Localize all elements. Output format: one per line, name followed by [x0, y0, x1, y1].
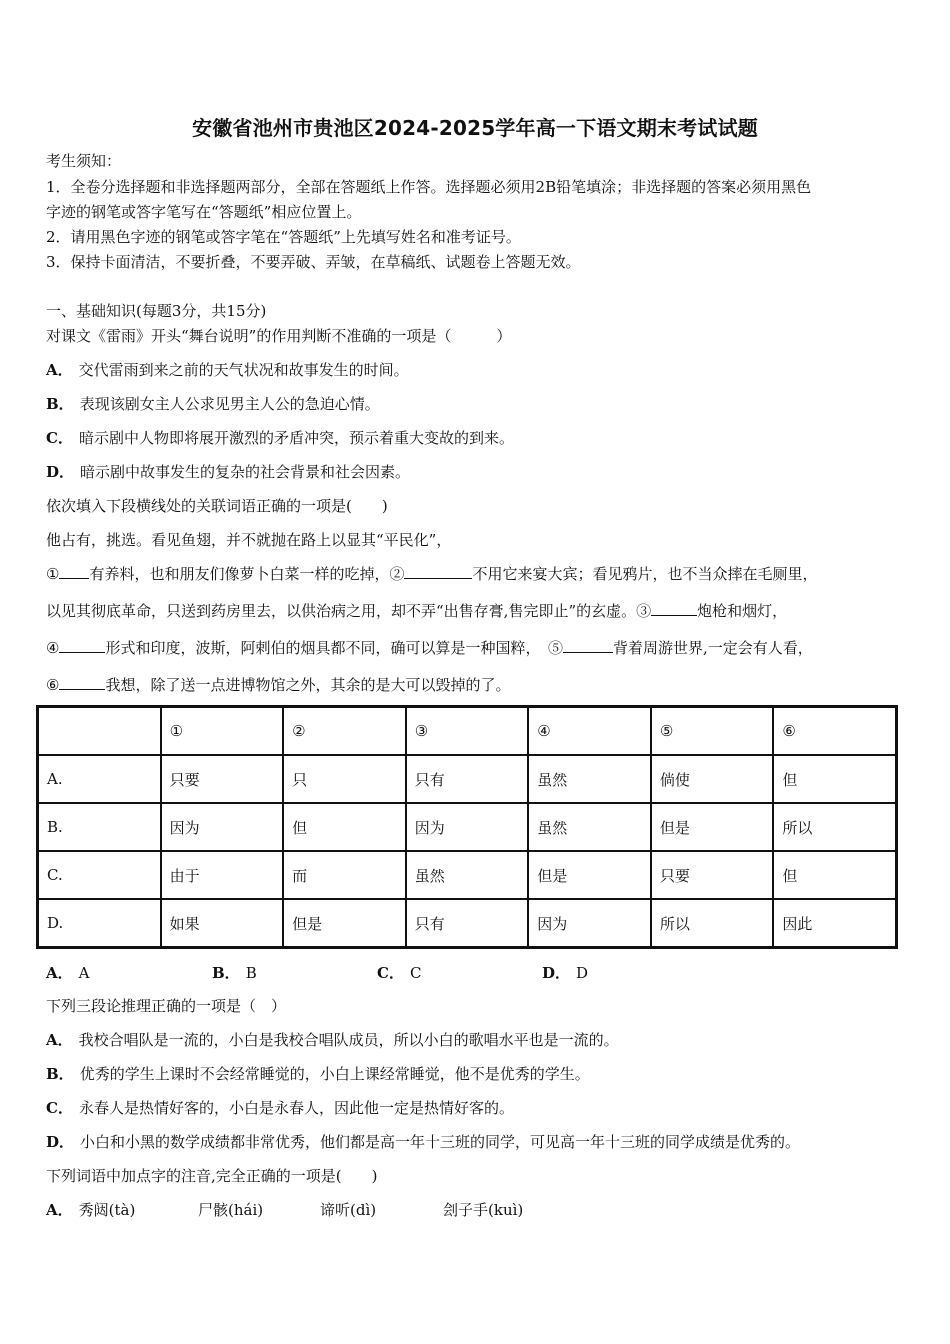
option-text: 交代雷雨到来之前的天气状况和故事发生的时间。 [78, 361, 409, 379]
passage-text: 我想，除了送一点进博物馆之外，其余的是大可以毁掉的了。 [105, 676, 511, 694]
blank-line [59, 675, 105, 690]
blank-line [59, 564, 89, 579]
answer-choice-b [212, 962, 257, 983]
option-label: C． [377, 964, 404, 982]
question-1-option-b [46, 394, 380, 414]
table-cell: 只要 [651, 851, 774, 899]
table-row [38, 755, 897, 803]
question-3-option-d [46, 1132, 800, 1152]
table-cell: 虽然 [528, 803, 651, 851]
table-cell: 所以 [651, 899, 774, 948]
blank-marker: ⑥ [46, 676, 60, 694]
question-1-option-a [46, 360, 409, 380]
option-text: C [409, 964, 422, 982]
passage-line-3 [46, 601, 787, 621]
pinyin-item: 秀闼(tà) [78, 1201, 136, 1219]
option-label: A． [46, 964, 73, 982]
option-text: 暗示剧中人物即将展开激烈的矛盾冲突，预示着重大变故的到来。 [78, 429, 514, 447]
notice-item-1: 1．全卷分选择题和非选择题两部分，全部在答题纸上作答。选择题必须用2B铅笔填涂；非选择题的答案必须用黑色 [46, 178, 812, 196]
table-cell: 而 [283, 851, 406, 899]
blank-line [651, 601, 697, 616]
option-text: 优秀的学生上课时不会经常睡觉的，小白上课经常睡觉，他不是优秀的学生。 [79, 1065, 590, 1083]
option-text: 表现该剧女主人公求见男主人公的急迫心情。 [79, 395, 380, 413]
question-1-stem: 对课文《雷雨》开头“舞台说明”的作用判断不准确的一项是（ ） [46, 327, 512, 345]
table-header-row [38, 707, 897, 756]
question-3-option-b [46, 1064, 590, 1084]
table-cell: 但是 [651, 803, 774, 851]
pinyin-item: 谛听(dì) [320, 1201, 377, 1219]
blank-line [404, 564, 472, 579]
option-label: C． [46, 1099, 73, 1117]
table-cell: C. [38, 851, 161, 899]
table-cell: 只要 [161, 755, 284, 803]
answer-choice-c [377, 962, 421, 983]
passage-text: 有养料，也和朋友们像萝卜白菜一样的吃掉，② [89, 565, 405, 583]
question-4-option-a [46, 1199, 135, 1220]
table-cell: 但 [773, 851, 896, 899]
table-row [38, 803, 897, 851]
table-cell: 倘使 [651, 755, 774, 803]
table-cell [38, 707, 161, 756]
question-3-stem: 下列三段论推理正确的一项是（ ） [46, 997, 287, 1015]
answer-table [36, 705, 898, 949]
option-text: A [78, 964, 90, 982]
notice-heading: 考生须知： [46, 152, 122, 170]
table-cell: 只 [283, 755, 406, 803]
table-cell: D. [38, 899, 161, 948]
table-cell: 所以 [773, 803, 896, 851]
option-text: 暗示剧中故事发生的复杂的社会背景和社会因素。 [80, 463, 411, 481]
option-label: C． [46, 429, 73, 447]
option-label: B． [212, 964, 240, 982]
passage-text: 炮枪和烟灯， [697, 602, 788, 620]
pinyin-item: 尸骸(hái) [198, 1201, 264, 1219]
table-cell: 因此 [773, 899, 896, 948]
option-label: D． [46, 463, 75, 481]
passage-line-1: 他占有，挑选。看见鱼翅，并不就抛在路上以显其“平民化”， [46, 531, 452, 549]
option-text: B [245, 964, 257, 982]
question-2-stem: 依次填入下段横线处的关联词语正确的一项是( ) [46, 497, 388, 515]
question-3-option-a [46, 1030, 619, 1050]
table-cell: 因为 [528, 899, 651, 948]
answer-choice-a [46, 962, 89, 983]
question-4-stem: 下列词语中加点字的注音,完全正确的一项是( ) [46, 1167, 378, 1185]
table-cell: 但 [283, 803, 406, 851]
option-text: D [576, 964, 589, 982]
table-cell: ④ [528, 707, 651, 756]
passage-line-5 [46, 675, 510, 695]
blank-line [563, 638, 613, 653]
page-title: 安徽省池州市贵池区2024-2025学年高一下语文期末考试试题 [192, 116, 758, 140]
table-cell: 如果 [161, 899, 284, 948]
table-cell: 只有 [406, 755, 529, 803]
option-text: 永春人是热情好客的，小白是永春人，因此他一定是热情好客的。 [78, 1099, 514, 1117]
table-cell: 由于 [161, 851, 284, 899]
table-cell: 因为 [161, 803, 284, 851]
option-text: 我校合唱队是一流的，小白是我校合唱队成员，所以小白的歌唱水平也是一流的。 [78, 1031, 619, 1049]
notice-item-3: 3．保持卡面清洁，不要折叠，不要弄破、弄皱，在草稿纸、试题卷上答题无效。 [46, 253, 581, 271]
blank-marker: ① [46, 565, 60, 583]
table-cell: A. [38, 755, 161, 803]
section-heading: 一、基础知识(每题3分，共15分) [46, 302, 267, 320]
table-cell: ② [283, 707, 406, 756]
question-1-option-c [46, 428, 514, 448]
option-label: B． [46, 395, 74, 413]
table-cell: 但是 [528, 851, 651, 899]
table-cell: ① [161, 707, 284, 756]
table-cell: 虽然 [528, 755, 651, 803]
option-label: A． [46, 1201, 73, 1219]
table-cell: 但是 [283, 899, 406, 948]
table-cell: ⑥ [773, 707, 896, 756]
table-cell: ⑤ [651, 707, 774, 756]
table-cell: 因为 [406, 803, 529, 851]
passage-text: 形式和印度，波斯，阿剌伯的烟具都不同，确可以算是一种国粹， ⑤ [105, 639, 563, 657]
blank-line [59, 638, 105, 653]
pinyin-item: 刽子手(kuì) [443, 1201, 524, 1219]
table-row [38, 899, 897, 948]
answer-choice-d [542, 962, 588, 983]
passage-line-2 [46, 564, 817, 584]
option-label: B． [46, 1065, 74, 1083]
table-cell: B. [38, 803, 161, 851]
option-label: D． [542, 964, 571, 982]
table-cell: 只有 [406, 899, 529, 948]
option-label: D． [46, 1133, 75, 1151]
option-label: A． [46, 361, 73, 379]
passage-line-4 [46, 638, 813, 658]
table-cell: ③ [406, 707, 529, 756]
notice-item-2: 2．请用黑色字迹的钢笔或答字笔在“答题纸”上先填写姓名和准考证号。 [46, 228, 521, 246]
notice-item-1-cont: 字迹的钢笔或答字笔写在“答题纸”相应位置上。 [46, 203, 362, 221]
table-cell: 虽然 [406, 851, 529, 899]
option-text: 小白和小黑的数学成绩都非常优秀，他们都是高一年十三班的同学，可见高一年十三班的同学成绩是优秀的。 [80, 1133, 801, 1151]
passage-text: 背着周游世界,一定会有人看， [612, 639, 813, 657]
table-cell: 但 [773, 755, 896, 803]
blank-marker: ④ [46, 639, 60, 657]
table-row [38, 851, 897, 899]
question-1-option-d [46, 462, 410, 482]
question-3-option-c [46, 1098, 514, 1118]
passage-text: 以见其彻底革命，只送到药房里去，以供治病之用，却不弄“出售存膏,售完即止”的玄虚。③ [46, 602, 652, 620]
passage-text: 不用它来宴大宾；看见鸦片，也不当众摔在毛厕里， [472, 565, 818, 583]
option-label: A． [46, 1031, 73, 1049]
